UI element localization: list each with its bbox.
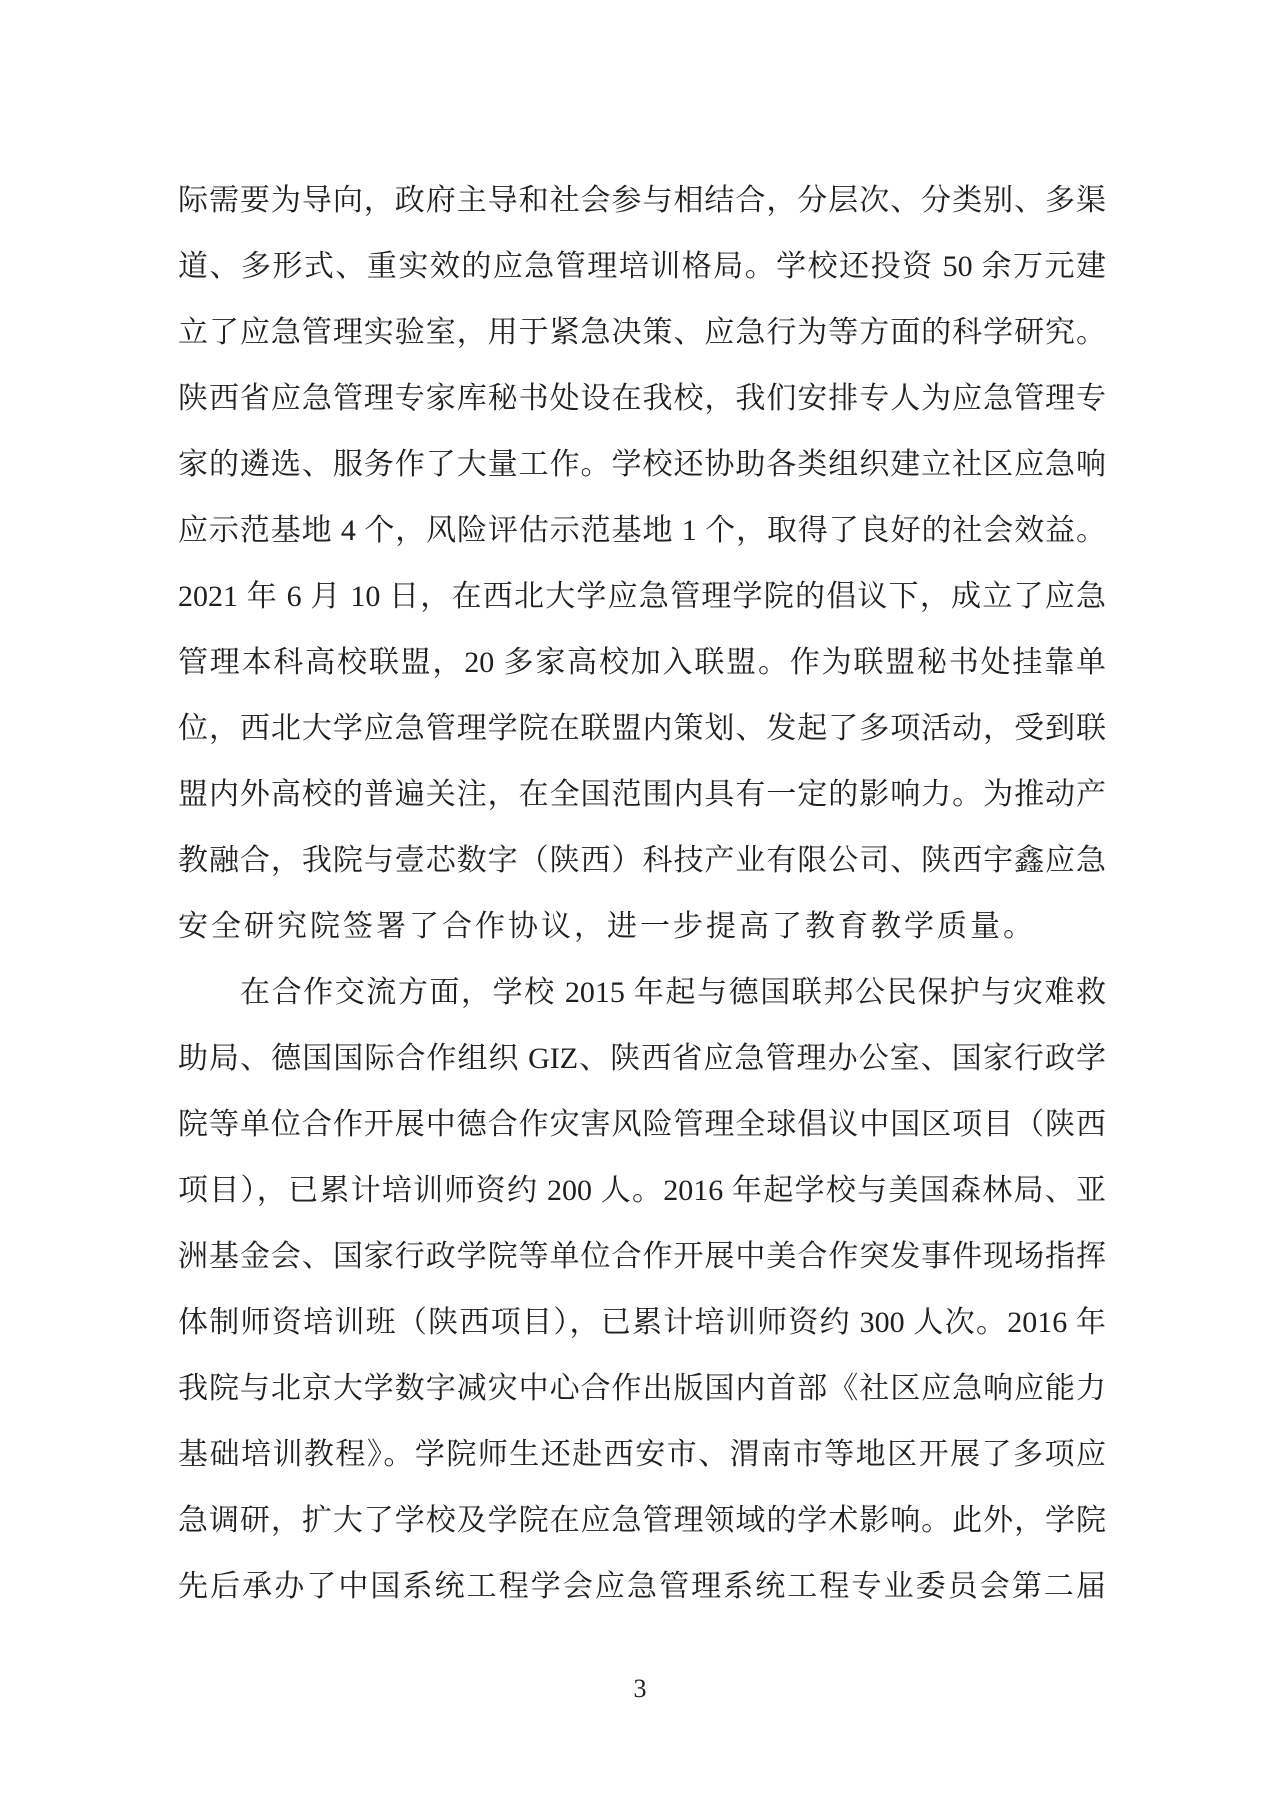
text-line: 我院与北京大学数字减灾中心合作出版国内首部《社区应急响应能力 xyxy=(178,1372,1106,1405)
text-line: 道、多形式、重实效的应急管理培训格局。学校还投资 50 余万元建 xyxy=(178,250,1106,283)
text-line: 立了应急管理实验室，用于紧急决策、应急行为等方面的科学研究。 xyxy=(178,316,1106,349)
text-line: 院等单位合作开展中德合作灾害风险管理全球倡议中国区项目（陕西 xyxy=(178,1108,1106,1141)
text-line: 体制师资培训班（陕西项目），已累计培训师资约 300 人次。2016 年 xyxy=(178,1306,1106,1339)
text-line: 家的遴选、服务作了大量工作。学校还协助各类组织建立社区应急响 xyxy=(178,448,1106,481)
text-line: 助局、德国国际合作组织 GIZ、陕西省应急管理办公室、国家行政学 xyxy=(178,1042,1106,1075)
text-line: 管理本科高校联盟，20 多家高校加入联盟。作为联盟秘书处挂靠单 xyxy=(178,646,1106,679)
text-line: 基础培训教程》。学院师生还赴西安市、渭南市等地区开展了多项应 xyxy=(178,1438,1106,1471)
page-number: 3 xyxy=(633,1674,647,1703)
text-line: 陕西省应急管理专家库秘书处设在我校，我们安排专人为应急管理专 xyxy=(178,382,1106,415)
text-line: 急调研，扩大了学校及学院在应急管理领域的学术影响。此外，学院 xyxy=(178,1504,1106,1537)
text-line: 教融合，我院与壹芯数字（陕西）科技产业有限公司、陕西宇鑫应急 xyxy=(178,844,1106,877)
text-line: 位，西北大学应急管理学院在联盟内策划、发起了多项活动，受到联 xyxy=(178,712,1106,745)
paragraph xyxy=(178,960,1106,1620)
text-line: 2021 年 6 月 10 日，在西北大学应急管理学院的倡议下，成立了应急 xyxy=(178,580,1106,613)
text-line: 盟内外高校的普遍关注，在全国范围内具有一定的影响力。为推动产 xyxy=(178,778,1106,811)
text-line: 洲基金会、国家行政学院等单位合作开展中美合作突发事件现场指挥 xyxy=(178,1240,1106,1273)
paragraph xyxy=(178,168,1106,960)
text-block xyxy=(178,168,1106,1620)
text-line: 安全研究院签署了合作协议，进一步提高了教育教学质量。 xyxy=(178,910,1036,943)
text-line: 项目），已累计培训师资约 200 人。2016 年起学校与美国森林局、亚 xyxy=(178,1174,1106,1207)
text-line: 在合作交流方面，学校 2015 年起与德国联邦公民保护与灾难救 xyxy=(240,976,1106,1009)
text-line: 先后承办了中国系统工程学会应急管理系统工程专业委员会第二届 xyxy=(178,1570,1106,1603)
text-line: 应示范基地 4 个，风险评估示范基地 1 个，取得了良好的社会效益。 xyxy=(178,514,1106,547)
text-line: 际需要为导向，政府主导和社会参与相结合，分层次、分类别、多渠 xyxy=(178,184,1106,217)
